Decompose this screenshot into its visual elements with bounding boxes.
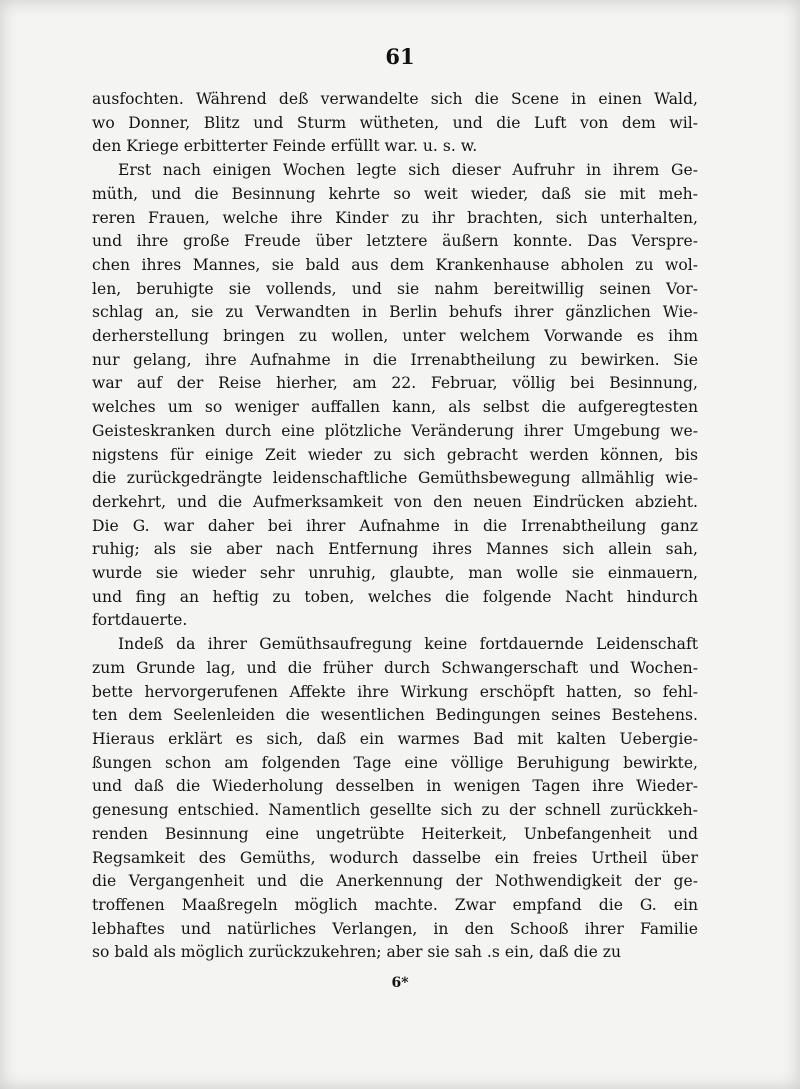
text-line: ßungen schon am folgenden Tage eine völlige Beruhigung bewirkte,	[92, 753, 698, 772]
text-line: nur gelang, ihre Aufnahme in die Irrenabtheilung zu bewirken. Sie	[92, 350, 698, 369]
text-line: genesung entschied. Namentlich gesellte sich zu der schnell zurückkeh-	[92, 801, 698, 820]
text-line: Erst nach einigen Wochen legte sich dieser Aufruhr in ihrem Ge-	[118, 161, 698, 180]
text-line: die zurückgedrängte leidenschaftliche Gemüthsbewegung allmählig wie-	[92, 469, 698, 488]
text-line: derherstellung bringen zu wollen, unter welchem Vorwande es ihm	[92, 327, 698, 346]
body-text	[92, 88, 698, 965]
text-line: Regsamkeit des Gemüths, wodurch dasselbe ein freies Urtheil über	[92, 848, 698, 867]
text-line: zum Grunde lag, und die früher durch Schwangerschaft und Wochen-	[92, 658, 698, 677]
text-line: chen ihres Mannes, sie bald aus dem Krankenhause abholen zu wol-	[92, 255, 698, 274]
text-line: und daß die Wiederholung desselben in wenigen Tagen ihre Wieder-	[92, 777, 698, 796]
text-line: troffenen Maaßregeln möglich machte. Zwar empfand die G. ein	[92, 895, 698, 914]
text-line: ten dem Seelenleiden die wesentlichen Bedingungen seines Bestehens.	[92, 706, 698, 725]
text-line: bette hervorgerufenen Affekte ihre Wirkung erschöpft hatten, so fehl-	[92, 682, 698, 701]
text-line: Geisteskranken durch eine plötzliche Veränderung ihrer Umgebung we-	[92, 421, 698, 440]
page-number: 61	[385, 44, 415, 69]
text-line: lebhaftes und natürliches Verlangen, in den Schooß ihrer Familie	[92, 919, 698, 938]
text-line: und ihre große Freude über letztere äußern konnte. Das Verspre-	[92, 232, 698, 251]
text-line: welches um so weniger auffallen kann, als selbst die aufgeregtesten	[92, 398, 698, 417]
signature-mark: 6*	[391, 975, 409, 991]
text-line: den Kriege erbitterter Feinde erfüllt war. u. s. w.	[92, 137, 478, 156]
text-line: Hieraus erklärt es sich, daß ein warmes Bad mit kalten Uebergie-	[92, 729, 698, 748]
text-line: so bald als möglich zurückzukehren; aber sie sah .s ein, daß die zu	[92, 943, 622, 962]
text-line: ausfochten. Während deß verwandelte sich die Scene in einen Wald,	[92, 90, 698, 108]
text-line: und fing an heftig zu toben, welches die folgende Nacht hindurch	[92, 587, 698, 606]
text-line: ruhig; als sie aber nach Entfernung ihres Mannes sich allein sah,	[92, 540, 698, 559]
text-line: Indeß da ihrer Gemüthsaufregung keine fortdauernde Leidenschaft	[118, 635, 698, 654]
text-line: fortdauerte.	[92, 611, 188, 630]
text-line: nigstens für einige Zeit wieder zu sich gebracht werden können, bis	[92, 445, 698, 464]
text-line: wo Donner, Blitz und Sturm wütheten, und die Luft von dem wil-	[92, 113, 698, 132]
text-line: reren Frauen, welche ihre Kinder zu ihr brachten, sich unterhalten,	[92, 208, 698, 227]
text-line: müth, und die Besinnung kehrte so weit wieder, daß sie mit meh-	[92, 184, 698, 203]
text-line: schlag an, sie zu Verwandten in Berlin behufs ihrer gänzlichen Wie-	[92, 303, 698, 322]
text-line: die Vergangenheit und die Anerkennung der Nothwendigkeit der ge-	[92, 872, 698, 891]
text-line: war auf der Reise hierher, am 22. Februar, völlig bei Besinnung,	[92, 374, 698, 393]
text-line: len, beruhigte sie vollends, und sie nahm bereitwillig seinen Vor-	[92, 279, 698, 298]
text-line: renden Besinnung eine ungetrübte Heiterkeit, Unbefangenheit und	[92, 824, 698, 843]
text-line: wurde sie wieder sehr unruhig, glaubte, man wolle sie einmauern,	[92, 564, 698, 583]
text-line: derkehrt, und die Aufmerksamkeit von den neuen Eindrücken abzieht.	[92, 492, 698, 511]
text-line: Die G. war daher bei ihrer Aufnahme in die Irrenabtheilung ganz	[92, 516, 698, 535]
